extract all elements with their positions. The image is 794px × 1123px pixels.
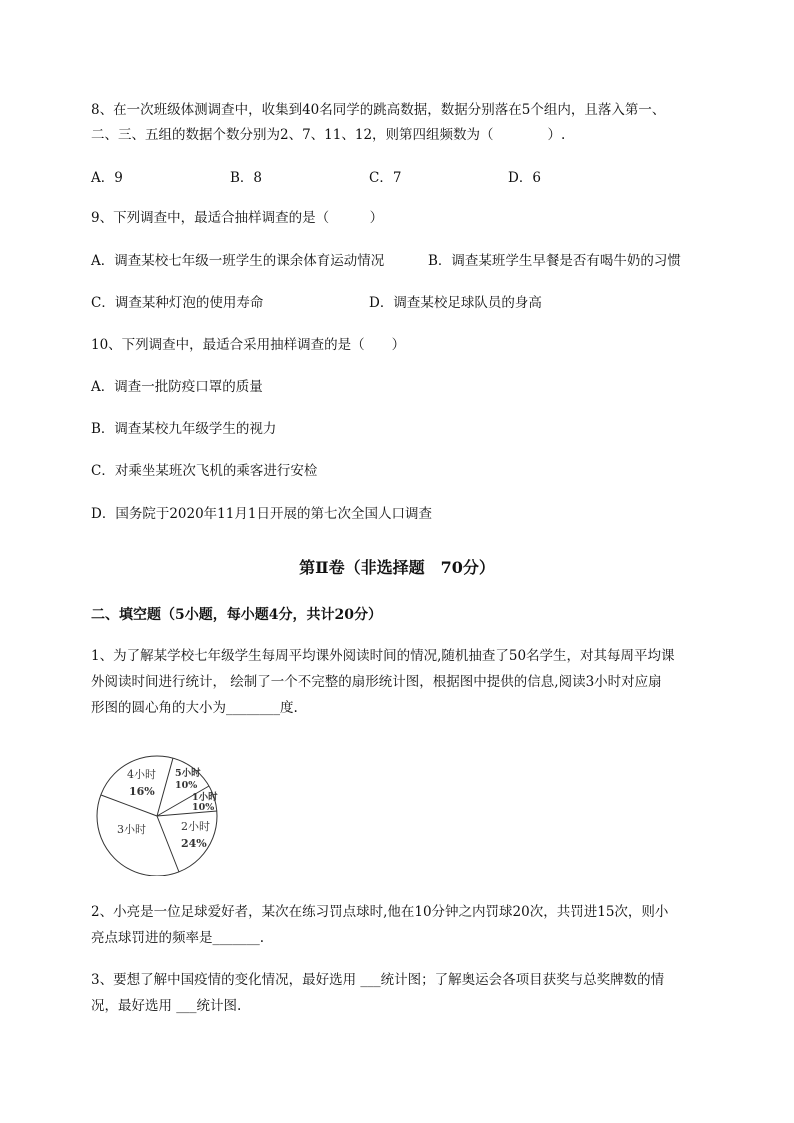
q9-option-b: B．调查某班学生早餐是否有喝牛奶的习惯 bbox=[428, 253, 681, 269]
f2-stem-line2: 亮点球罚进的频率是_______. bbox=[91, 930, 265, 946]
q10-option-d: D．国务院于2020年11月1日开展的第七次全国人口调查 bbox=[91, 506, 432, 522]
fill-in-section-title: 二、填空题（5小题，每小题4分，共计20分） bbox=[91, 607, 382, 623]
q8-stem-line2: 二、三、五组的数据个数分别为2、7、11、12，则第四组频数为（ ）. bbox=[91, 127, 566, 143]
pie-label-1h: 1小时 bbox=[192, 792, 218, 803]
q8-option-d: D．6 bbox=[508, 170, 541, 186]
q9-stem: 9、下列调查中，最适合抽样调查的是（ ） bbox=[91, 210, 384, 226]
q10-option-b: B．调查某校九年级学生的视力 bbox=[91, 421, 277, 437]
f3-stem-line1: 3、要想了解中国疫情的变化情况，最好选用 ___统计图；了解奥运会各项目获奖与总奖牌数的情 bbox=[91, 972, 665, 988]
q10-option-c: C．对乘坐某班次飞机的乘客进行安检 bbox=[91, 463, 318, 479]
pie-label-3h: 3小时 bbox=[117, 823, 146, 836]
pie-percent-5h: 10% bbox=[175, 780, 198, 791]
q10-stem: 10、下列调查中，最适合采用抽样调查的是（ ） bbox=[91, 337, 406, 353]
q8-stem-line1: 8、在一次班级体测调查中，收集到40名同学的跳高数据，数据分别落在5个组内，且落入第一、 bbox=[91, 102, 666, 118]
q8-option-c: C．7 bbox=[369, 170, 402, 186]
q9-option-c: C．调查某种灯泡的使用寿命 bbox=[91, 295, 264, 311]
pie-percent-4h: 16% bbox=[129, 785, 155, 798]
pie-percent-1h: 10% bbox=[192, 802, 215, 813]
pie-chart bbox=[94, 754, 226, 876]
f3-stem-line2: 况，最好选用 ___统计图. bbox=[91, 998, 242, 1014]
f1-stem-line2: 外阅读时间进行统计， 绘制了一个不完整的扇形统计图，根据图中提供的信息,阅读3小时对应扇 bbox=[91, 674, 662, 690]
pie-percent-2h: 24% bbox=[181, 837, 207, 850]
pie-label-2h: 2小时 bbox=[181, 820, 210, 833]
q10-option-a: A．调查一批防疫口罩的质量 bbox=[91, 379, 263, 395]
pie-label-5h: 5小时 bbox=[175, 768, 201, 779]
f1-stem-line3: 形图的圆心角的大小为________度. bbox=[91, 700, 298, 716]
q9-option-a: A．调查某校七年级一班学生的课余体育运动情况 bbox=[91, 253, 385, 269]
q8-option-a: A．9 bbox=[91, 170, 123, 186]
q8-option-b: B．8 bbox=[230, 170, 263, 186]
f2-stem-line1: 2、小亮是一位足球爱好者，某次在练习罚点球时,他在10分钟之内罚球20次，共罚进15次，则小 bbox=[91, 904, 669, 920]
section-title: 第Ⅱ卷（非选择题 70分） bbox=[299, 558, 495, 577]
pie-label-4h: 4小时 bbox=[127, 768, 156, 781]
q9-option-d: D．调查某校足球队员的身高 bbox=[369, 295, 542, 311]
f1-stem-line1: 1、为了解某学校七年级学生每周平均课外阅读时间的情况,随机抽查了50名学生，对其每周平均课 bbox=[91, 648, 675, 664]
